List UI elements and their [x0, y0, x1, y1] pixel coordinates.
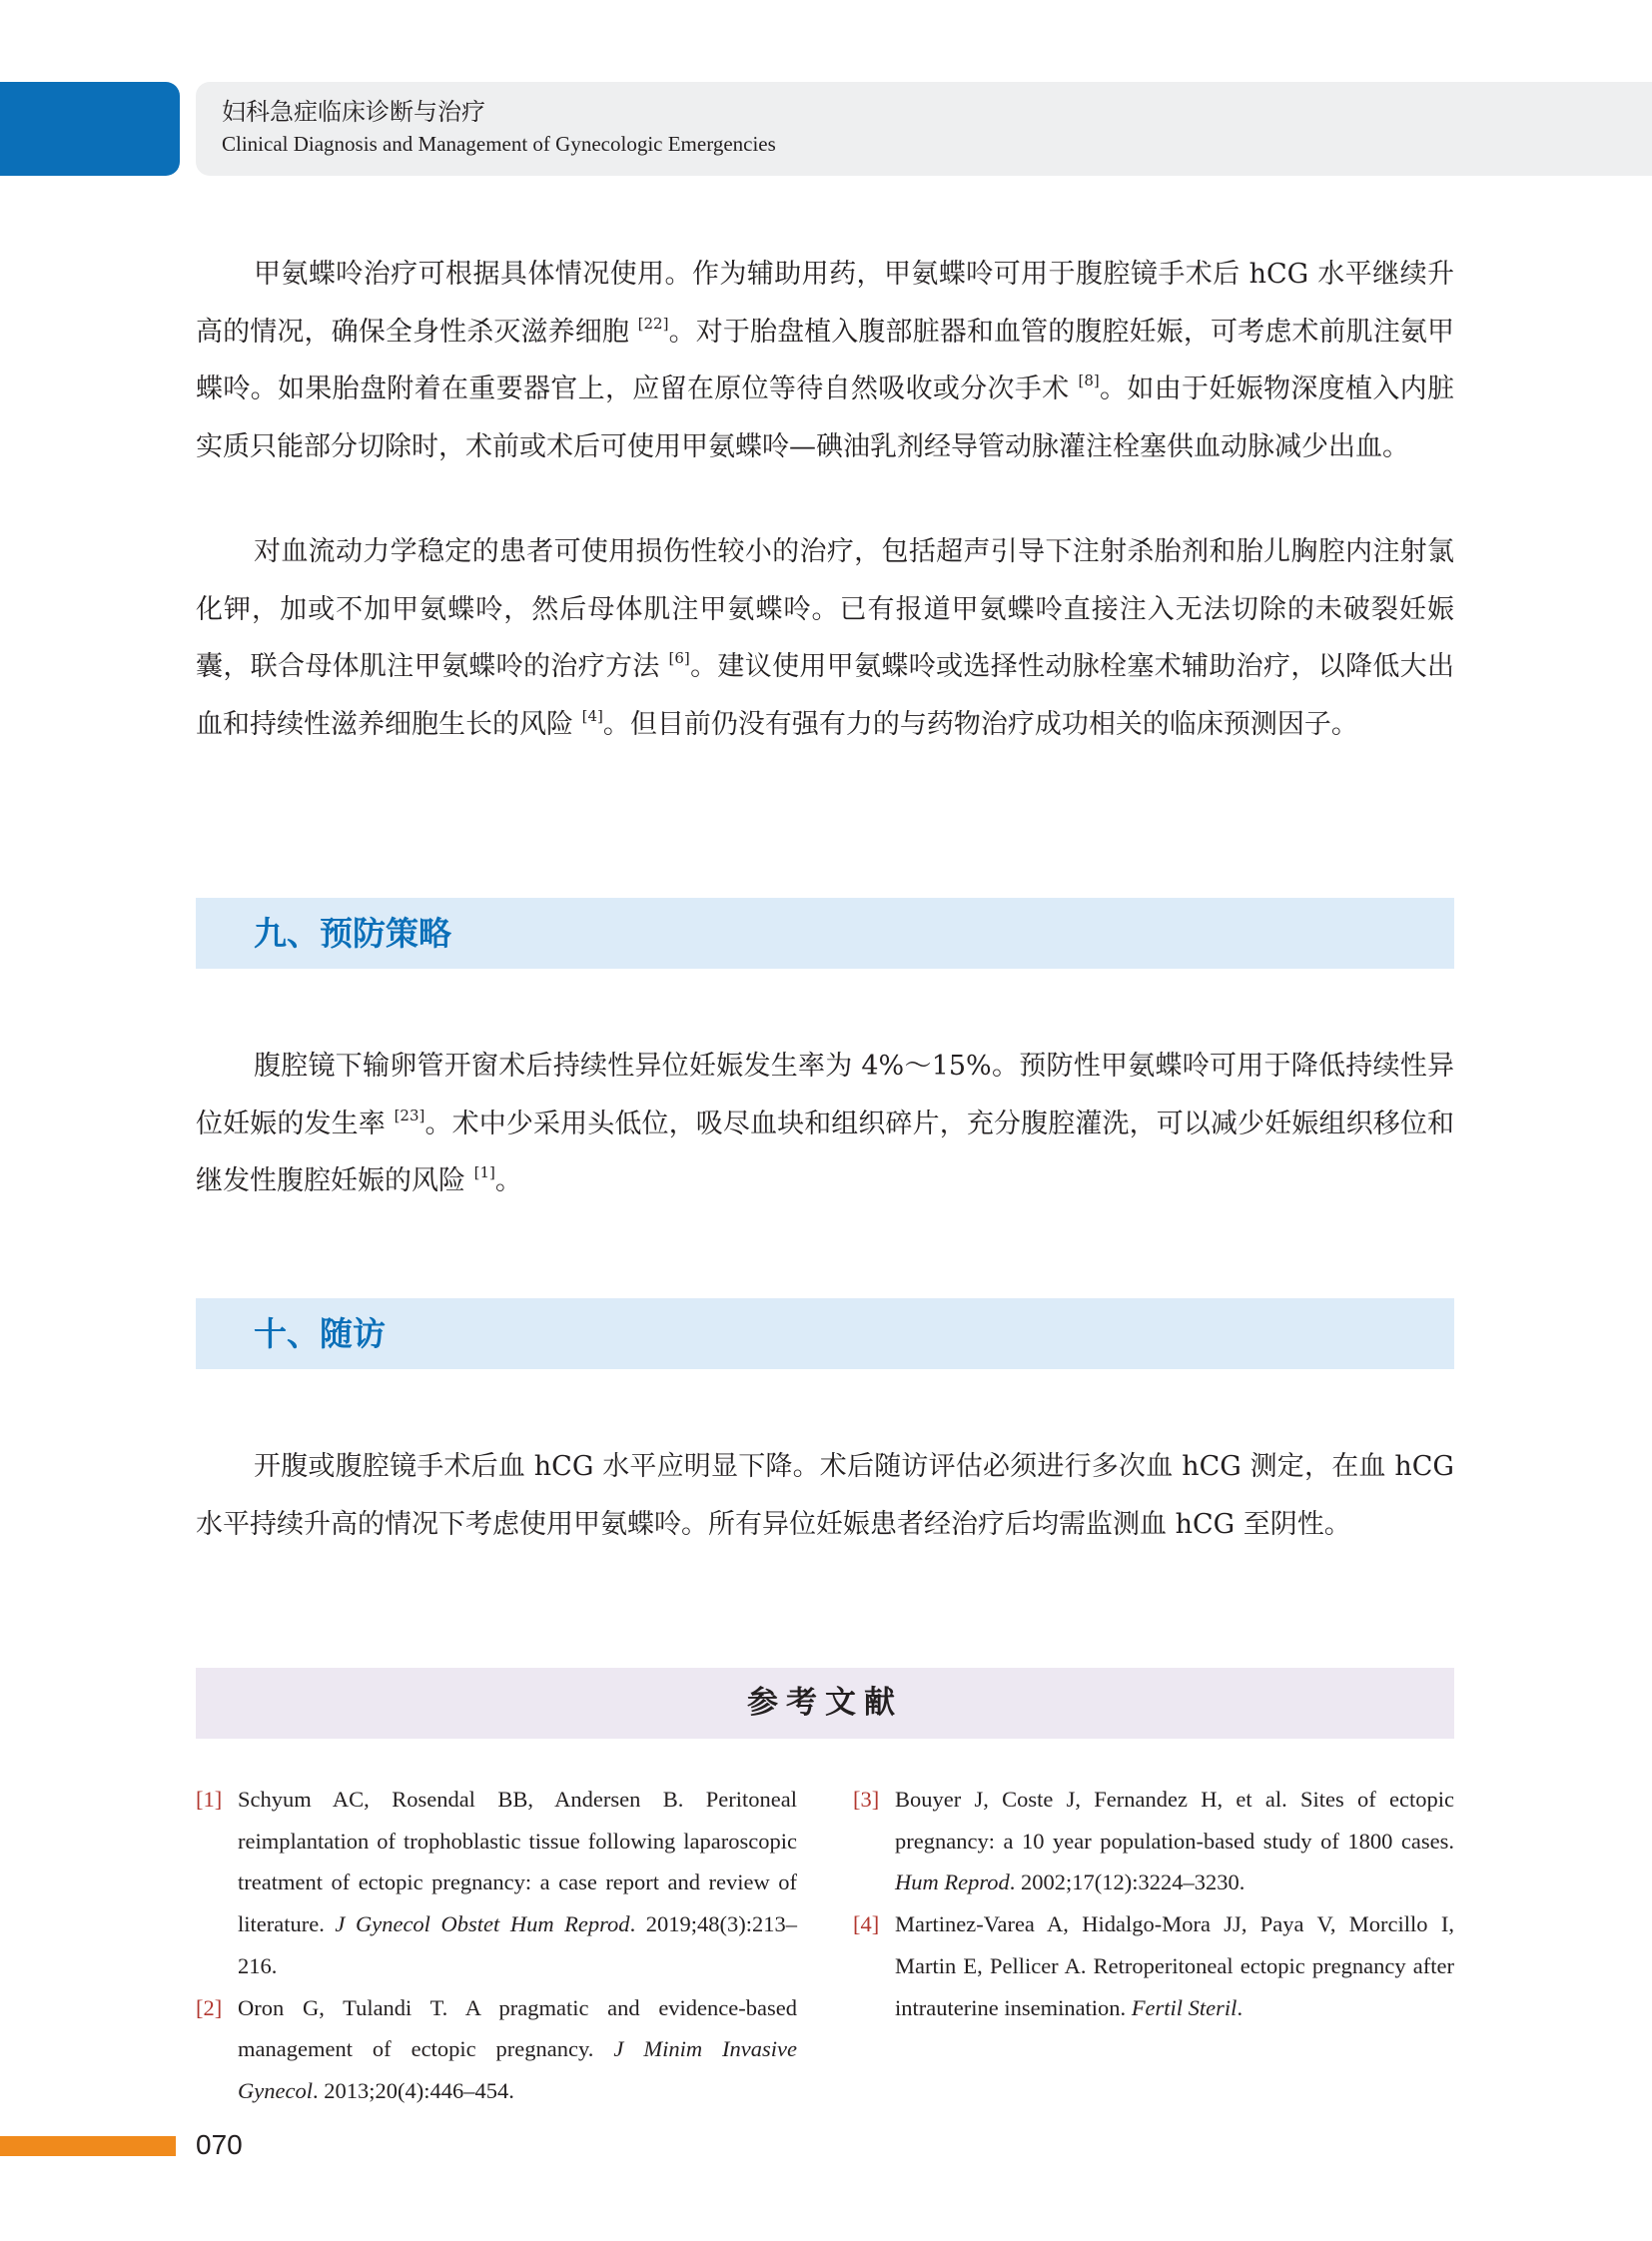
section-title: 十、随访 [254, 1314, 386, 1353]
reference-number: [2] [196, 1994, 223, 2020]
paragraph-methotrexate [196, 246, 1454, 475]
reference-journal: Fertil Steril [1131, 1994, 1238, 2020]
paragraph-text: 。对于胎盘植入腹部脏器和血管的腹腔妊娠，可考虑术前肌注氨甲蝶呤。如果胎盘附着在重要器官上，应留在原位等待自然吸收或分次手术 [196, 316, 1454, 404]
book-subtitle: Clinical Diagnosis and Management of Gynecologic Emergencies [222, 132, 776, 156]
reference-item [196, 1987, 797, 2112]
references-header [196, 1668, 1454, 1739]
references-right-column [853, 1779, 1454, 2028]
citation-ref: [22] [637, 314, 669, 333]
reference-text: Schyum AC, Rosendal BB, Andersen B. Peritoneal reimplantation of trophoblastic tissue following laparoscopic treatment of ectopic pregnancy: a case report and review of literature. [238, 1787, 797, 1937]
reference-details: . 2019;48(3):213–216. [238, 1911, 798, 1978]
book-title: 妇科急症临床诊断与治疗 [222, 98, 485, 126]
header-blue-tab [0, 82, 180, 176]
reference-text: Martinez-Varea A, Hidalgo-Mora JJ, Paya V, Morcillo I, Martin E, Pellicer A. Retroperitoneal ectopic pregnancy after intrauterine insemination. [895, 1911, 1454, 2020]
reference-journal: Hum Reprod [895, 1869, 1010, 1895]
paragraph-text: 。建议使用甲氨蝶呤或选择性动脉栓塞术辅助治疗，以降低大出血和持续性滋养细胞生长的风险 [196, 651, 1454, 740]
section-header-prevention [196, 898, 1454, 969]
citation-ref: [6] [668, 649, 690, 667]
paragraph-text: 开腹或腹腔镜手术后血 hCG 水平应明显下降。术后随访评估必须进行多次血 hCG 测定，在血 hCG 水平持续升高的情况下考虑使用甲氨蝶呤。所有异位妊娠患者经治疗后均需监测血 hCG 至阴性。 [196, 1451, 1454, 1540]
reference-text: Bouyer J, Coste J, Fernandez H, et al. Sites of ectopic pregnancy: a 10 year population-based study of 1800 cases. [895, 1787, 1454, 1854]
paragraph-text: 。 [494, 1165, 522, 1196]
page-number: 070 [196, 2129, 243, 2160]
references-title: 参考文献 [747, 1685, 903, 1721]
paragraph-text: 甲氨蝶呤治疗可根据具体情况使用。作为辅助用药，甲氨蝶呤可用于腹腔镜手术后 hCG 水平继续升高的情况，确保全身性杀灭滋养细胞 [196, 259, 1454, 348]
paragraph-followup [196, 1438, 1454, 1553]
references-left-column [196, 1779, 797, 2112]
reference-details: . 2013;20(4):446–454. [312, 2077, 514, 2103]
reference-journal: J Minim Invasive Gynecol [238, 2036, 797, 2103]
citation-ref: [8] [1078, 372, 1100, 389]
citation-ref: [23] [394, 1106, 425, 1124]
reference-text: Oron G, Tulandi T. A pragmatic and evidence-based management of ectopic pregnancy. [238, 1994, 797, 2062]
reference-journal: J Gynecol Obstet Hum Reprod [335, 1911, 630, 1937]
section-title: 九、预防策略 [254, 914, 451, 953]
paragraph-prevention [196, 1038, 1454, 1210]
reference-number: [1] [196, 1787, 223, 1812]
section-header-followup [196, 1298, 1454, 1369]
reference-details: . [1237, 1994, 1243, 2020]
paragraph-text: 对血流动力学稳定的患者可使用损伤性较小的治疗，包括超声引导下注射杀胎剂和胎儿胸腔内注射氯化钾，加或不加甲氨蝶呤，然后母体肌注甲氨蝶呤。已有报道甲氨蝶呤直接注入无法切除的未破裂妊娠囊，联合母体肌注甲氨蝶呤的治疗方法 [196, 536, 1454, 682]
paragraph-text: 。如由于妊娠物深度植入内脏实质只能部分切除时，术前或术后可使用甲氨蝶呤—碘油乳剂经导管动脉灌注栓塞供血动脉减少出血。 [196, 374, 1455, 462]
reference-item [196, 1779, 797, 1987]
paragraph-text: 。术中少采用头低位，吸尽血块和组织碎片，充分腹腔灌洗，可以减少妊娠组织移位和继发性腹腔妊娠的风险 [196, 1108, 1454, 1196]
footer-orange-bar [0, 2136, 176, 2156]
reference-item [853, 1903, 1454, 2028]
reference-details: . 2002;17(12):3224–3230. [1009, 1869, 1245, 1895]
reference-number: [3] [853, 1787, 880, 1812]
paragraph-hemodynamic [196, 523, 1454, 753]
paragraph-text: 。但目前仍没有强有力的与药物治疗成功相关的临床预测因子。 [602, 708, 1358, 740]
reference-item [853, 1779, 1454, 1903]
paragraph-text: 腹腔镜下输卵管开窗术后持续性异位妊娠发生率为 4%～15%。预防性甲氨蝶呤可用于降低持续性异位妊娠的发生率 [196, 1051, 1454, 1139]
reference-number: [4] [853, 1911, 880, 1937]
citation-ref: [4] [581, 706, 603, 725]
citation-ref: [1] [473, 1163, 495, 1181]
